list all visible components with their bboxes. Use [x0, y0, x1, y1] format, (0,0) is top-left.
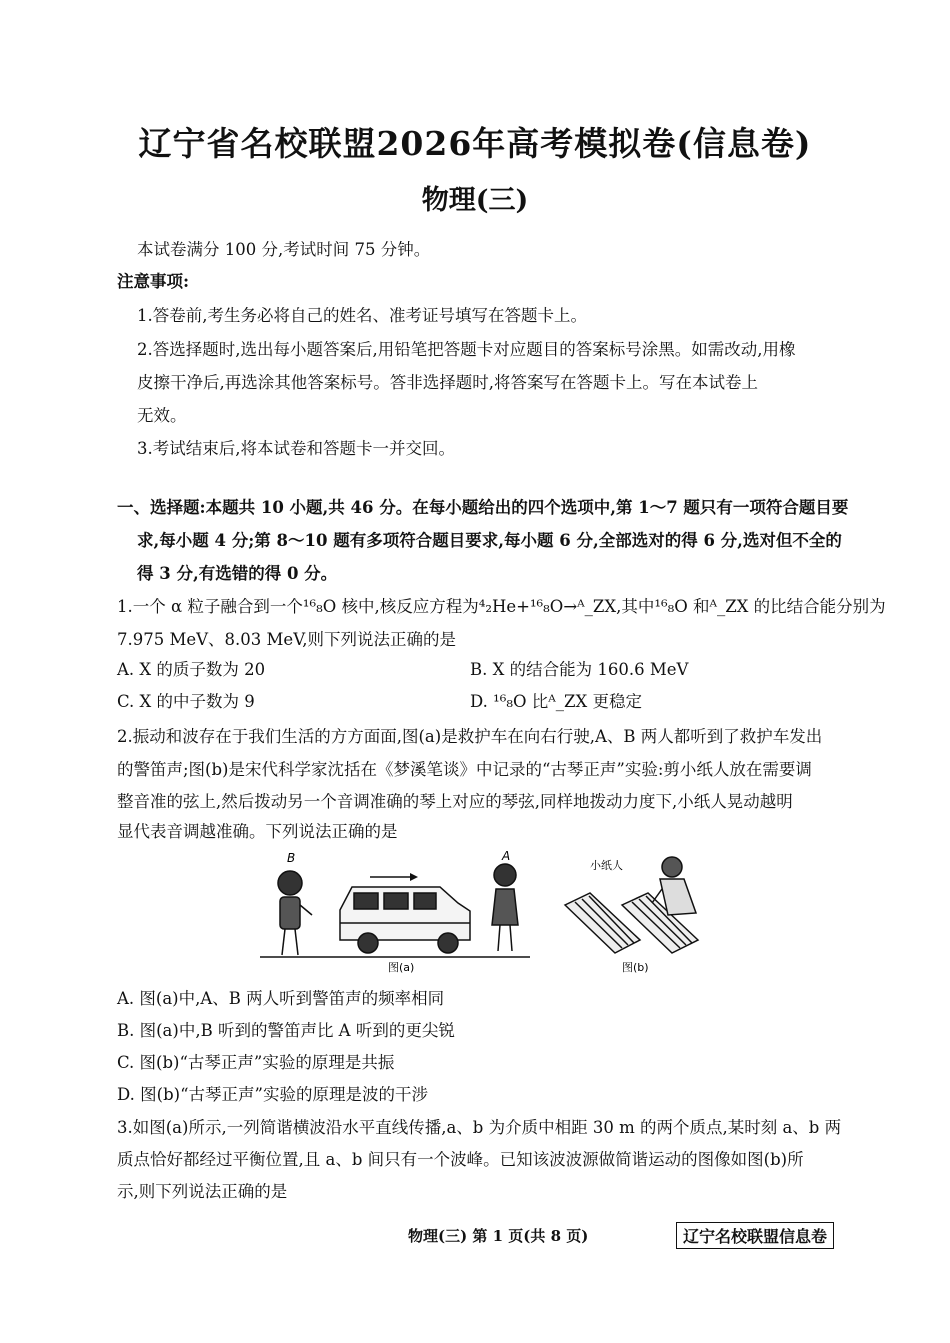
- section-heading: 求,每小题 4 分;第 8～10 题有多项符合题目要求,每小题 6 分,全部选对的得 6 分,选对但不全的: [137, 531, 842, 550]
- question-3-stem: 3.如图(a)所示,一列简谐横波沿水平直线传播,a、b 为介质中相距 30 m 的两个质点,某时刻 a、b 两: [117, 1118, 842, 1137]
- section-heading: 得 3 分,有选错的得 0 分。: [137, 564, 338, 583]
- figure-label-a: A: [502, 849, 511, 863]
- question-2-option: C. 图(b)“古琴正声”实验的原理是共振: [117, 1053, 395, 1072]
- question-2-stem: 整音准的弦上,然后拨动另一个音调准确的琴上对应的琴弦,同样地拨动力度下,小纸人晃动越明: [117, 792, 793, 811]
- page-subtitle: 物理(三): [421, 185, 529, 216]
- footer-page-info: 物理(三) 第 1 页(共 8 页): [408, 1227, 589, 1245]
- question-1-option-d: D. ¹⁶₈O 比ᴬ_ZX 更稳定: [470, 692, 642, 711]
- notice-item: 1.答卷前,考生务必将自己的姓名、准考证号填写在答题卡上。: [137, 306, 587, 325]
- question-2-option: B. 图(a)中,B 听到的警笛声比 A 听到的更尖锐: [117, 1021, 455, 1040]
- person-a-figure: [492, 864, 518, 951]
- notice-item: 无效。: [137, 406, 187, 425]
- question-1-option-a: A. X 的质子数为 20: [117, 660, 266, 679]
- notice-title: 注意事项:: [117, 272, 190, 291]
- paper-man-label: 小纸人: [590, 859, 623, 872]
- person-b-figure: [278, 871, 312, 955]
- question-1-option-b: B. X 的结合能为 160.6 MeV: [470, 660, 689, 679]
- figure-caption-b: 图(b): [622, 961, 649, 974]
- question-2-option: A. 图(a)中,A、B 两人听到警笛声的频率相同: [117, 989, 445, 1008]
- ambulance-figure: [340, 887, 470, 953]
- exam-note: 本试卷满分 100 分,考试时间 75 分钟。: [137, 240, 431, 259]
- arrow-right-icon: [370, 873, 418, 881]
- question-2-stem: 显代表音调越准确。下列说法正确的是: [117, 822, 398, 841]
- question-1-stem: 1.一个 α 粒子融合到一个¹⁶₈O 核中,核反应方程为⁴₂He+¹⁶₈O→ᴬ_ZX,其中¹⁶₈O 和ᴬ_ZX 的比结合能分别为: [117, 597, 886, 616]
- question-3-stem: 质点恰好都经过平衡位置,且 a、b 间只有一个波峰。已知该波波源做简谐运动的图像如图(b)所: [117, 1150, 804, 1169]
- question-2-stem: 2.振动和波存在于我们生活的方方面面,图(a)是救护车在向右行驶,A、B 两人都听到了救护车发出: [117, 727, 823, 746]
- notice-item: 皮擦干净后,再选涂其他答案标号。答非选择题时,将答案写在答题卡上。写在本试卷上: [137, 373, 758, 392]
- figure-caption-a: 图(a): [388, 961, 415, 974]
- section-heading: 一、选择题:本题共 10 小题,共 46 分。在每小题给出的四个选项中,第 1～7 题只有一项符合题目要: [117, 498, 849, 517]
- page-title: 辽宁省名校联盟2026年高考模拟卷(信息卷): [138, 124, 812, 163]
- figure-label-b: B: [287, 851, 296, 865]
- question-1-stem: 7.975 MeV、8.03 MeV,则下列说法正确的是: [117, 630, 456, 649]
- question-2-stem: 的警笛声;图(b)是宋代科学家沈括在《梦溪笔谈》中记录的“古琴正声”实验:剪小纸人放在需要调: [117, 760, 812, 779]
- question-2-figure: [260, 845, 720, 975]
- notice-item: 3.考试结束后,将本试卷和答题卡一并交回。: [137, 439, 455, 458]
- footer-brand: 辽宁名校联盟信息卷: [676, 1222, 834, 1249]
- question-2-option: D. 图(b)“古琴正声”实验的原理是波的干涉: [117, 1085, 428, 1104]
- notice-item: 2.答选择题时,选出每小题答案后,用铅笔把答题卡对应题目的答案标号涂黑。如需改动,用橡: [137, 340, 796, 359]
- question-1-option-c: C. X 的中子数为 9: [117, 692, 255, 711]
- question-3-stem: 示,则下列说法正确的是: [117, 1182, 288, 1201]
